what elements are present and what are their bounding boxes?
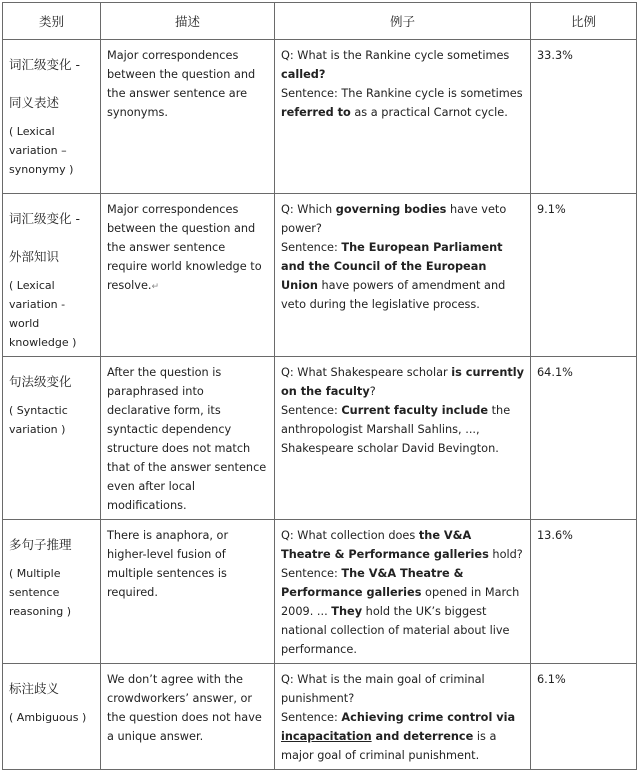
category-en: ( Lexical variation - world knowledge ) (9, 279, 77, 349)
ratio-cell (531, 664, 637, 770)
s-bold: Current faculty include (341, 404, 489, 417)
q-bold: called? (281, 68, 326, 81)
ratio-value: 64.1% (537, 366, 573, 379)
s-text: Sentence: (281, 241, 342, 254)
example-sentence (281, 401, 524, 458)
ratio-value: 33.3% (537, 49, 573, 62)
categories-table (2, 2, 637, 770)
s-post: have powers of amendment and veto during the legislative process. (281, 279, 506, 311)
s-post: the anthropologist Marshall Sahlins, ..., Shakespeare scholar David Bevington. (281, 404, 511, 455)
ratio-value: 6.1% (537, 673, 566, 686)
s-bold: The V&A Theatre & Performance galleries (281, 567, 464, 599)
category-cell (3, 664, 101, 770)
description-text: Major correspondences between the question and the answer sentence require world knowledge to resolve. (107, 203, 262, 292)
q-text: Q: Which (281, 203, 336, 216)
category-cell (3, 357, 101, 520)
example-cell (275, 520, 531, 664)
return-mark-icon: ↵ (151, 282, 160, 292)
ratio-value: 13.6% (537, 529, 573, 542)
s-text: Sentence: The Rankine cycle is sometimes (281, 87, 523, 100)
category-cell (3, 520, 101, 664)
q-text: Q: What Shakespeare scholar (281, 366, 452, 379)
header-ratio: 比例 (531, 3, 637, 40)
category-zh-line1: 词汇级变化 - (9, 57, 80, 72)
description-text: We don’t agree with the crowdworkers’ answer, or the question does not have a unique answer. (107, 673, 262, 743)
description-text: Major correspondences between the question and the answer sentence are synonyms. (107, 49, 256, 119)
description-text: After the question is paraphrased into declarative form, its syntactic dependency structure does not match that of the answer sentence even after local modifications. (107, 366, 267, 512)
example-sentence (281, 84, 524, 122)
header-description: 描述 (101, 3, 275, 40)
q-text: Q: What is the main goal of criminal punishment? (281, 673, 485, 705)
category-en: ( Ambiguous ) (9, 711, 87, 724)
q-post: have veto power? (281, 203, 507, 235)
category-zh-line1: 多句子推理 (9, 537, 72, 552)
s-text: Sentence: (281, 711, 342, 724)
table-row (3, 40, 637, 194)
table-row (3, 194, 637, 357)
category-zh-line1: 词汇级变化 - (9, 211, 80, 226)
q-text: Q: What collection does (281, 529, 419, 542)
s-text: Sentence: (281, 404, 342, 417)
s-bold: referred to (281, 106, 351, 119)
s-underline: incapacitation (281, 730, 372, 743)
table-row (3, 664, 637, 770)
description-cell (101, 357, 275, 520)
s-post: opened in March 2009. ... (281, 586, 520, 618)
header-row (3, 3, 637, 40)
ratio-cell (531, 357, 637, 520)
q-bold: the V&A Theatre & Performance galleries (281, 529, 489, 561)
q-post: hold? (488, 548, 523, 561)
s-post: is a major goal of criminal punishment. (281, 730, 497, 762)
category-en: ( Lexical variation – synonymy ) (9, 125, 74, 176)
example-question (281, 200, 524, 238)
description-text: There is anaphora, or higher-level fusion of multiple sentences is required. (107, 529, 229, 599)
s-bold: The European Parliament and the Council of the European Union (281, 241, 503, 292)
table-row (3, 357, 637, 520)
ratio-cell (531, 40, 637, 194)
example-sentence (281, 238, 524, 314)
example-cell (275, 194, 531, 357)
table-row (3, 520, 637, 664)
q-post: ? (369, 385, 376, 398)
description-cell (101, 664, 275, 770)
header-example: 例子 (275, 3, 531, 40)
category-zh-line1: 句法级变化 (9, 374, 72, 389)
s-bold-2: They (331, 605, 363, 618)
example-cell (275, 664, 531, 770)
q-bold: is currently on the faculty (281, 366, 525, 398)
s-text: Sentence: (281, 567, 342, 580)
category-zh-line2: 同义表述 (9, 95, 60, 110)
example-cell (275, 40, 531, 194)
category-en: ( Multiple sentence reasoning ) (9, 567, 72, 618)
example-question (281, 46, 524, 84)
example-question (281, 363, 524, 401)
example-question (281, 526, 524, 564)
example-sentence (281, 564, 524, 659)
example-question (281, 670, 524, 708)
q-bold: governing bodies (335, 203, 447, 216)
s-bold: Achieving crime control via (341, 711, 516, 724)
ratio-cell (531, 520, 637, 664)
description-cell (101, 40, 275, 194)
category-en: ( Syntactic variation ) (9, 404, 68, 436)
ratio-value: 9.1% (537, 203, 566, 216)
description-cell (101, 194, 275, 357)
ratio-cell (531, 194, 637, 357)
q-text: Q: What is the Rankine cycle sometimes (281, 49, 510, 62)
s-post-2: hold the UK’s biggest national collection of material about live performance. (281, 605, 510, 656)
category-zh-line1: 标注歧义 (9, 681, 60, 696)
example-sentence (281, 708, 524, 765)
category-cell (3, 194, 101, 357)
header-category: 类别 (3, 3, 101, 40)
s-post: as a practical Carnot cycle. (350, 106, 508, 119)
category-cell (3, 40, 101, 194)
example-cell (275, 357, 531, 520)
s-bold-after: and deterrence (371, 730, 474, 743)
description-cell (101, 520, 275, 664)
category-zh-line2: 外部知识 (9, 249, 60, 264)
